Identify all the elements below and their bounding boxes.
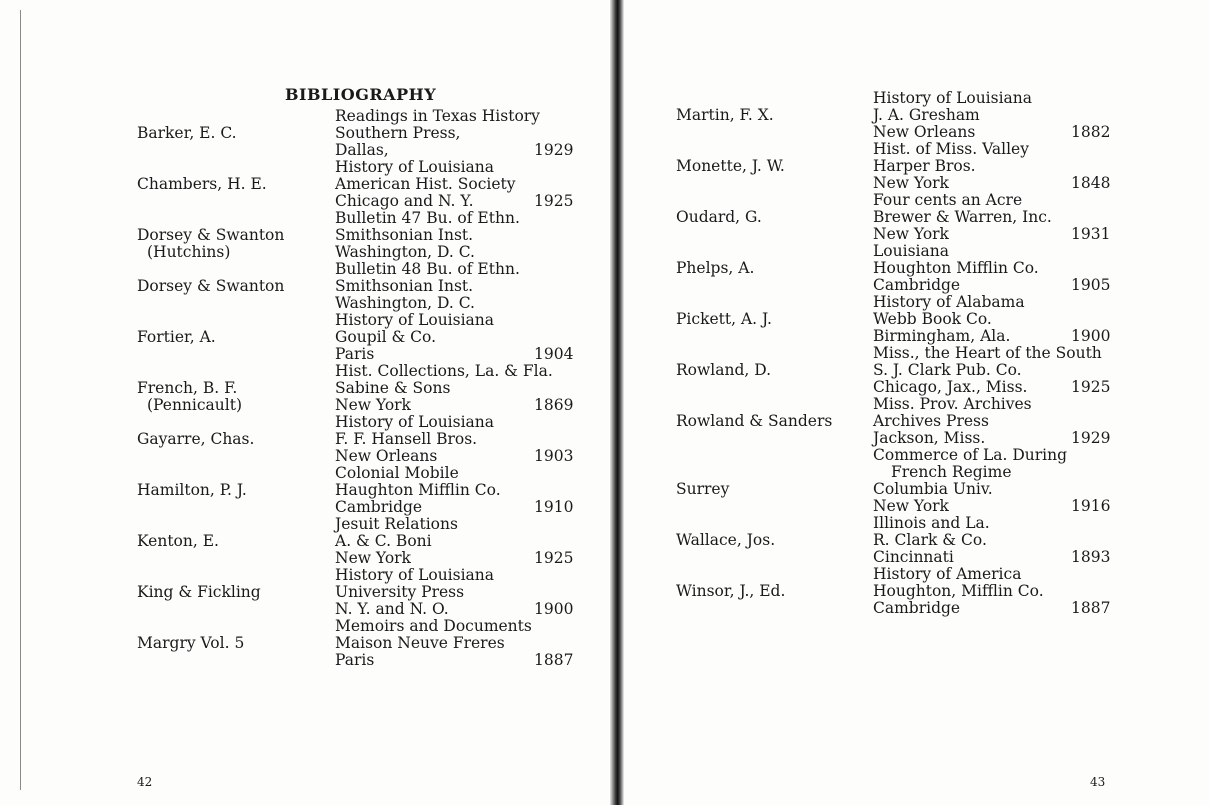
entry-author: (Pennicault) bbox=[147, 396, 243, 414]
page-number-left: 42 bbox=[137, 775, 153, 789]
entry-publication-line: History of America bbox=[873, 565, 1022, 583]
entry-author: Gayarre, Chas. bbox=[137, 430, 255, 448]
entry-publication-line: Illinois and La. bbox=[873, 514, 990, 532]
entry-year: 1903 bbox=[534, 447, 574, 465]
entry-publication-line: J. A. Gresham bbox=[873, 106, 980, 124]
entry-publication-line: Southern Press, bbox=[335, 124, 461, 142]
entry-publication-line: Jesuit Relations bbox=[335, 515, 458, 533]
entry-publication-line: Goupil & Co. bbox=[335, 328, 437, 346]
entry-publication-line: Chicago and N. Y. bbox=[335, 192, 474, 210]
entry-publication-line: Bulletin 48 Bu. of Ethn. bbox=[335, 260, 520, 278]
entry-publication-line: Smithsonian Inst. bbox=[335, 277, 474, 295]
entry-publication-line: Cambridge bbox=[335, 498, 423, 516]
entry-publication-line: R. Clark & Co. bbox=[873, 531, 987, 549]
entry-author: Hamilton, P. J. bbox=[137, 481, 247, 499]
entry-publication-line: History of Louisiana bbox=[335, 566, 495, 584]
entry-publication-line: F. F. Hansell Bros. bbox=[335, 430, 478, 448]
entry-author: Margry Vol. 5 bbox=[137, 634, 245, 652]
entry-publication-line: Four cents an Acre bbox=[873, 191, 1023, 209]
entry-author: Dorsey & Swanton bbox=[137, 277, 285, 295]
entry-year: 1893 bbox=[1071, 548, 1111, 566]
entry-publication-line: Haughton Mifflin Co. bbox=[335, 481, 501, 499]
entry-publication-line: A. & C. Boni bbox=[335, 532, 432, 550]
entry-year: 1900 bbox=[1071, 327, 1111, 345]
book-spine bbox=[610, 0, 624, 805]
entry-publication-line: Sabine & Sons bbox=[335, 379, 451, 397]
entry-year: 1925 bbox=[1071, 378, 1111, 396]
entry-publication-line: Dallas, bbox=[335, 141, 389, 159]
entry-author: Fortier, A. bbox=[137, 328, 216, 346]
entry-author: King & Fickling bbox=[137, 583, 261, 601]
entry-publication-line: Columbia Univ. bbox=[873, 480, 993, 498]
entry-publication-line: Paris bbox=[335, 345, 375, 363]
entry-publication-line: N. Y. and N. O. bbox=[335, 600, 449, 618]
entry-publication-line: University Press bbox=[335, 583, 465, 601]
entry-year: 1904 bbox=[534, 345, 574, 363]
entry-publication-line: Miss. Prov. Archives bbox=[873, 395, 1032, 413]
entry-publication-line: Cambridge bbox=[873, 276, 961, 294]
entry-publication-line: Louisiana bbox=[873, 242, 949, 260]
entry-publication-line: New Orleans bbox=[335, 447, 438, 465]
entry-year: 1925 bbox=[534, 192, 574, 210]
entry-year: 1931 bbox=[1071, 225, 1111, 243]
page-edge-line bbox=[20, 10, 21, 790]
entry-author: Oudard, G. bbox=[676, 208, 762, 226]
entry-year: 1905 bbox=[1071, 276, 1111, 294]
entry-publication-line: New York bbox=[335, 396, 411, 414]
entry-author: Rowland & Sanders bbox=[676, 412, 833, 430]
entry-publication-line: Miss., the Heart of the South bbox=[873, 344, 1102, 362]
entry-publication-line: Harper Bros. bbox=[873, 157, 976, 175]
entry-publication-line: Smithsonian Inst. bbox=[335, 226, 474, 244]
entry-author: Martin, F. X. bbox=[676, 106, 774, 124]
entry-year: 1929 bbox=[534, 141, 574, 159]
entry-publication-line: Maison Neuve Freres bbox=[335, 634, 505, 652]
entry-author: Rowland, D. bbox=[676, 361, 772, 379]
entry-publication-line: Hist. Collections, La. & Fla. bbox=[335, 362, 553, 380]
entry-year: 1916 bbox=[1071, 497, 1111, 515]
entry-year: 1887 bbox=[1071, 599, 1111, 617]
entry-publication-line: Paris bbox=[335, 651, 375, 669]
entry-year: 1882 bbox=[1071, 123, 1111, 141]
entry-publication-line: Webb Book Co. bbox=[873, 310, 992, 328]
entry-publication-line: French Regime bbox=[891, 463, 1012, 481]
entry-publication-line: New York bbox=[873, 174, 949, 192]
entry-publication-line: Readings in Texas History bbox=[335, 107, 540, 125]
entry-author: Kenton, E. bbox=[137, 532, 219, 550]
entry-publication-line: History of Louisiana bbox=[335, 413, 495, 431]
page-heading: BIBLIOGRAPHY bbox=[285, 85, 437, 104]
entry-publication-line: New York bbox=[873, 497, 949, 515]
entry-author: (Hutchins) bbox=[147, 243, 231, 261]
right-page bbox=[624, 0, 1209, 805]
entry-publication-line: New York bbox=[873, 225, 949, 243]
entry-author: French, B. F. bbox=[137, 379, 238, 397]
entry-publication-line: Hist. of Miss. Valley bbox=[873, 140, 1029, 158]
entry-publication-line: New Orleans bbox=[873, 123, 976, 141]
page-number-right: 43 bbox=[1090, 775, 1106, 789]
entry-publication-line: Jackson, Miss. bbox=[873, 429, 986, 447]
entry-publication-line: Houghton, Mifflin Co. bbox=[873, 582, 1044, 600]
entry-author: Surrey bbox=[676, 480, 730, 498]
entry-author: Winsor, J., Ed. bbox=[676, 582, 786, 600]
entry-author: Wallace, Jos. bbox=[676, 531, 776, 549]
entry-author: Phelps, A. bbox=[676, 259, 755, 277]
entry-year: 1900 bbox=[534, 600, 574, 618]
entry-year: 1848 bbox=[1071, 174, 1111, 192]
entry-publication-line: History of Louisiana bbox=[873, 89, 1033, 107]
entry-publication-line: American Hist. Society bbox=[335, 175, 516, 193]
entry-year: 1869 bbox=[534, 396, 574, 414]
entry-author: Monette, J. W. bbox=[676, 157, 785, 175]
entry-publication-line: Chicago, Jax., Miss. bbox=[873, 378, 1028, 396]
entry-publication-line: Brewer & Warren, Inc. bbox=[873, 208, 1052, 226]
entry-year: 1887 bbox=[534, 651, 574, 669]
entry-publication-line: Archives Press bbox=[873, 412, 989, 430]
entry-publication-line: Bulletin 47 Bu. of Ethn. bbox=[335, 209, 520, 227]
entry-publication-line: Houghton Mifflin Co. bbox=[873, 259, 1039, 277]
entry-publication-line: S. J. Clark Pub. Co. bbox=[873, 361, 1022, 379]
entry-publication-line: History of Alabama bbox=[873, 293, 1025, 311]
entry-author: Dorsey & Swanton bbox=[137, 226, 285, 244]
entry-publication-line: New York bbox=[335, 549, 411, 567]
entry-publication-line: History of Louisiana bbox=[335, 311, 495, 329]
entry-year: 1929 bbox=[1071, 429, 1111, 447]
entry-year: 1910 bbox=[534, 498, 574, 516]
entry-author: Chambers, H. E. bbox=[137, 175, 267, 193]
entry-publication-line: Commerce of La. During bbox=[873, 446, 1068, 464]
entry-publication-line: Cincinnati bbox=[873, 548, 954, 566]
entry-publication-line: Washington, D. C. bbox=[335, 243, 475, 261]
entry-publication-line: Colonial Mobile bbox=[335, 464, 459, 482]
entry-year: 1925 bbox=[534, 549, 574, 567]
entry-author: Barker, E. C. bbox=[137, 124, 237, 142]
entry-publication-line: Cambridge bbox=[873, 599, 961, 617]
entry-publication-line: Birmingham, Ala. bbox=[873, 327, 1011, 345]
entry-author: Pickett, A. J. bbox=[676, 310, 772, 328]
entry-publication-line: Washington, D. C. bbox=[335, 294, 475, 312]
entry-publication-line: History of Louisiana bbox=[335, 158, 495, 176]
entry-publication-line: Memoirs and Documents bbox=[335, 617, 532, 635]
